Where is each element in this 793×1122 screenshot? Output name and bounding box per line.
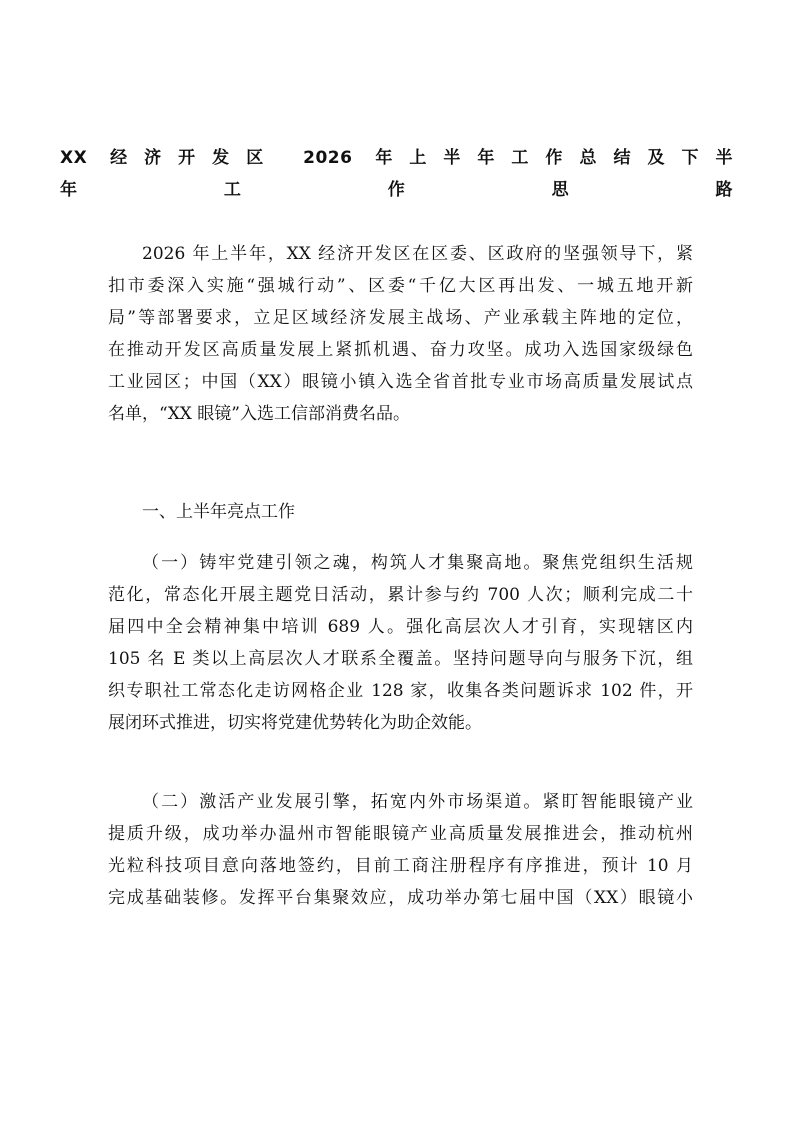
paragraph-line: 届四中全会精神集中培训 689 人。强化高层次人才引育，实现辖区内 bbox=[108, 617, 693, 637]
paragraph-line: 完成基础装修。发挥平台集聚效应，成功举办第七届中国（XX）眼镜小 bbox=[108, 888, 693, 908]
paragraph-line: 范化，常态化开展主题党日活动，累计参与约 700 人次；顺利完成二十 bbox=[108, 585, 693, 605]
paragraph-line: （二）激活产业发展引擎，拓宽内外市场渠道。紧盯智能眼镜产业 bbox=[142, 792, 693, 812]
paragraph-line: 织专职社工常态化走访网格企业 128 家，收集各类问题诉求 102 件，开 bbox=[108, 681, 693, 701]
intro-paragraph bbox=[108, 238, 693, 430]
paragraph-line: （一）铸牢党建引领之魂，构筑人才集聚高地。聚焦党组织生活规 bbox=[142, 553, 693, 573]
paragraph-line: 105 名 E 类以上高层次人才联系全覆盖。坚持问题导向与服务下沉，组 bbox=[108, 649, 693, 669]
intro-line: 2026 年上半年，XX 经济开发区在区委、区政府的坚强领导下，紧 bbox=[142, 244, 693, 264]
intro-line: 名单，“XX 眼镜”入选工信部消费名品。 bbox=[108, 404, 410, 424]
paragraph-line: 展闭环式推进，切实将党建优势转化为助企效能。 bbox=[108, 713, 482, 733]
section-heading: 一、上半年亮点工作 bbox=[142, 502, 295, 522]
intro-line: 工业园区；中国（XX）眼镜小镇入选全省首批专业市场高质量发展试点 bbox=[108, 372, 693, 392]
title-line-1: XX 经济开发区 2026 年上半年工作总结及下半 bbox=[60, 148, 733, 168]
title-line-2: 年工作思路 bbox=[60, 180, 733, 200]
paragraph-industry bbox=[108, 786, 693, 914]
intro-line: 在推动开发区高质量发展上紧抓机遇、奋力攻坚。成功入选国家级绿色 bbox=[108, 340, 693, 360]
intro-line: 局”等部署要求，立足区域经济发展主战场、产业承载主阵地的定位， bbox=[108, 308, 693, 328]
paragraph-party-building bbox=[108, 547, 693, 739]
paragraph-line: 提质升级，成功举办温州市智能眼镜产业高质量发展推进会，推动杭州 bbox=[108, 824, 693, 844]
document-title bbox=[60, 142, 733, 206]
intro-line: 扣市委深入实施“强城行动”、区委“千亿大区再出发、一城五地开新 bbox=[108, 276, 693, 296]
paragraph-line: 光粒科技项目意向落地签约，目前工商注册程序有序推进，预计 10 月 bbox=[108, 856, 693, 876]
